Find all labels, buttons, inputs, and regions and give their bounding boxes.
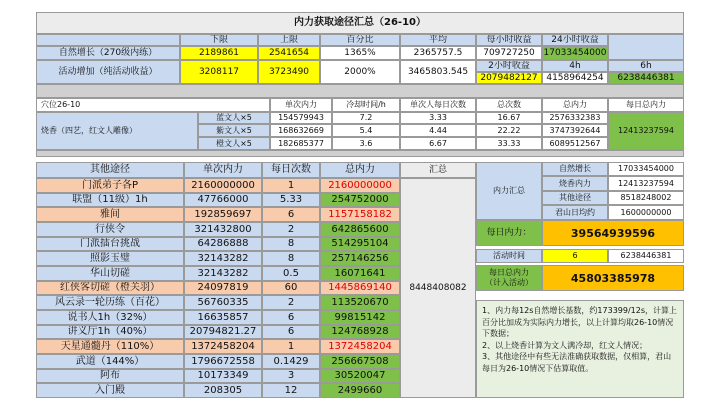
daily-total-label-line-1: 每日总内力 (489, 268, 529, 278)
route-count: 1 (262, 339, 320, 354)
incense-cell: 33.33 (476, 137, 542, 150)
route-name: 照影玉璧 (36, 251, 184, 266)
route-total: 1445869140 (320, 281, 400, 295)
header-percent: 百分比 (320, 34, 400, 46)
incense-cell: 3747392644 (542, 124, 608, 137)
summary-item-label: 其他途径 (542, 191, 608, 205)
notes-box (476, 300, 684, 398)
natural-growth-label: 自然增长（270级内练） (36, 46, 180, 60)
power-summary-label: 内力汇总 (476, 162, 542, 220)
route-name: 入门殿 (36, 383, 184, 398)
summary-value: 8448408082 (400, 178, 476, 398)
incense-cell: 6.67 (400, 137, 476, 150)
route-total: 16071641 (320, 266, 400, 281)
six-hour-value: 6238446381 (608, 72, 684, 84)
natural-upper: 2541654 (258, 46, 320, 60)
natural-percent: 1365% (320, 46, 400, 60)
incense-header-total-count: 总次数 (476, 98, 542, 112)
route-single: 10173349 (184, 369, 262, 383)
header-24h: 24小时收益 (542, 34, 608, 46)
incense-cell: 5.4 (332, 124, 400, 137)
route-single: 2160000000 (184, 178, 262, 193)
route-single: 32143282 (184, 266, 262, 281)
acupoint-section-label: 穴位26-10 (36, 98, 270, 112)
route-name: 联盟（11级）1h (36, 193, 184, 207)
summary-item-value: 1600000000 (608, 205, 684, 220)
natural-hourly: 709727250 (476, 46, 542, 60)
incense-header-daily-count: 单次人每日次数 (400, 98, 476, 112)
route-total: 256667508 (320, 354, 400, 369)
other-header-single: 单次内力 (184, 162, 262, 178)
route-single: 16635857 (184, 310, 262, 325)
route-name: 讲义厅1h（40%） (36, 325, 184, 339)
incense-row-name: 蓝文人×5 (198, 112, 270, 124)
route-count: 5.33 (262, 193, 320, 207)
incense-daily-total: 12413237594 (608, 112, 684, 150)
two-hour-value: 2079482127 (476, 72, 542, 84)
incense-cell: 7.2 (332, 112, 400, 124)
note-1: 1、内力每12s自然增长基数，约173399/12s，计算上百分比加成为实际内力增长，以上计算均取26-10情况下数据； (482, 306, 678, 339)
route-total: 257146256 (320, 251, 400, 266)
daily-power-label: 每日内力： (476, 220, 542, 246)
summary-header: 汇总 (400, 162, 476, 178)
separator-thin (36, 150, 684, 157)
header-hourly: 每小时收益 (476, 34, 542, 46)
route-count: 0.5 (262, 266, 320, 281)
route-count: 6 (262, 310, 320, 325)
route-name: 武道（144%） (36, 354, 184, 369)
route-name: 雅间 (36, 207, 184, 222)
route-name: 行侠令 (36, 222, 184, 237)
route-count: 12 (262, 383, 320, 398)
route-single: 208305 (184, 383, 262, 398)
natural-24h: 17033454000 (542, 46, 608, 60)
header-lower: 下限 (180, 34, 258, 46)
route-single: 32143282 (184, 251, 262, 266)
route-count: 60 (262, 281, 320, 295)
separator-band (36, 84, 684, 98)
incense-cell: 6089512567 (542, 137, 608, 150)
daily-total-label-line-2: （计入活动） (485, 278, 533, 287)
route-count: 1 (262, 178, 320, 193)
daily-total-value: 45803385978 (542, 265, 684, 291)
route-total: 124768928 (320, 325, 400, 339)
incense-cell: 3.6 (332, 137, 400, 150)
incense-row-name: 橙文人×5 (198, 137, 270, 150)
route-total: 99815142 (320, 310, 400, 325)
other-header-total: 总内力 (320, 162, 400, 178)
note-3: 3、其他途径中有些无法准确获取数据，仅相算，君山每日为26-10情况下估算取值。 (482, 352, 672, 373)
incense-header-single: 单次内力 (270, 98, 332, 112)
summary-item-label: 烧香内力 (542, 176, 608, 191)
incense-cell: 2576332383 (542, 112, 608, 124)
incense-cell: 16.67 (476, 112, 542, 124)
other-header-count: 每日次数 (262, 162, 320, 178)
four-hour-label: 4h (542, 60, 608, 72)
activity-time-result: 6238446381 (608, 249, 684, 263)
daily-total-label (476, 265, 542, 291)
incense-cell: 182685377 (270, 137, 332, 150)
route-total: 30520047 (320, 369, 400, 383)
route-single: 56760335 (184, 295, 262, 310)
natural-average: 2365757.5 (400, 46, 476, 60)
top-header-blank-right (608, 34, 684, 60)
six-hour-label: 6h (608, 60, 684, 72)
route-single: 20794821.27 (184, 325, 262, 339)
route-name: 华山切磋 (36, 266, 184, 281)
route-total: 2499660 (320, 383, 400, 398)
route-total: 514295104 (320, 237, 400, 251)
route-name: 天星通髓丹（110%） (36, 339, 184, 354)
route-total: 642865600 (320, 222, 400, 237)
activity-average: 3465803.545 (400, 60, 476, 84)
top-header-blank (36, 34, 180, 46)
daily-power-value: 39564939596 (542, 220, 684, 246)
natural-lower: 2189861 (180, 46, 258, 60)
incense-header-total-power: 总内力 (542, 98, 608, 112)
route-name: 门派弟子各P (36, 178, 184, 193)
route-name: 阿布 (36, 369, 184, 383)
route-count: 3 (262, 369, 320, 383)
activity-label: 活动增加（纯活动收益） (36, 60, 180, 84)
route-single: 64286888 (184, 237, 262, 251)
incense-cell: 22.22 (476, 124, 542, 137)
route-count: 2 (262, 222, 320, 237)
route-name: 风云录一轮历练（百花） (36, 295, 184, 310)
incense-cell: 4.44 (400, 124, 476, 137)
route-count: 8 (262, 251, 320, 266)
activity-time-value: 6 (542, 249, 608, 263)
page-title: 内力获取途径汇总（26-10） (36, 12, 684, 34)
note-2: 2、以上烧香计算为文人满冷却，红文人情况； (482, 340, 648, 350)
other-header-route: 其他途径 (36, 162, 184, 178)
route-total: 1157158182 (320, 207, 400, 222)
summary-item-value: 17033454000 (608, 162, 684, 176)
route-count: 6 (262, 207, 320, 222)
route-single: 47766000 (184, 193, 262, 207)
route-total: 2160000000 (320, 178, 400, 193)
incense-cell: 3.33 (400, 112, 476, 124)
incense-label: 烧香（四艺，红文人雕像） (36, 112, 198, 150)
route-count: 8 (262, 237, 320, 251)
header-average: 平均 (400, 34, 476, 46)
route-name: 门派擂台挑战 (36, 237, 184, 251)
incense-header-daily-total: 每日总内力 (608, 98, 684, 112)
route-count: 2 (262, 295, 320, 310)
incense-cell: 168632669 (270, 124, 332, 137)
summary-item-label: 君山日均约 (542, 205, 608, 220)
activity-percent: 2000% (320, 60, 400, 84)
activity-upper: 3723490 (258, 60, 320, 84)
route-single: 321432800 (184, 222, 262, 237)
route-single: 1372458204 (184, 339, 262, 354)
four-hour-value: 4158964254 (542, 72, 608, 84)
route-single: 192859697 (184, 207, 262, 222)
incense-header-cooldown: 冷却时间/h (332, 98, 400, 112)
summary-item-value: 8518248002 (608, 191, 684, 205)
summary-item-value: 12413237594 (608, 176, 684, 191)
activity-lower: 3208117 (180, 60, 258, 84)
route-total: 254752000 (320, 193, 400, 207)
route-count: 0.1429 (262, 354, 320, 369)
two-hour-label: 2小时收益 (476, 60, 542, 72)
route-single: 1796672558 (184, 354, 262, 369)
incense-cell: 154579943 (270, 112, 332, 124)
route-count: 6 (262, 325, 320, 339)
incense-row-name: 紫文人×5 (198, 124, 270, 137)
summary-item-label: 自然增长 (542, 162, 608, 176)
route-name: 红侠客切磋（橙关羽） (36, 281, 184, 295)
route-total: 1372458204 (320, 339, 400, 354)
route-name: 说书人1h（32%） (36, 310, 184, 325)
activity-time-label: 活动时间 (476, 249, 542, 263)
route-total: 113520670 (320, 295, 400, 310)
header-upper: 上限 (258, 34, 320, 46)
route-single: 24097819 (184, 281, 262, 295)
